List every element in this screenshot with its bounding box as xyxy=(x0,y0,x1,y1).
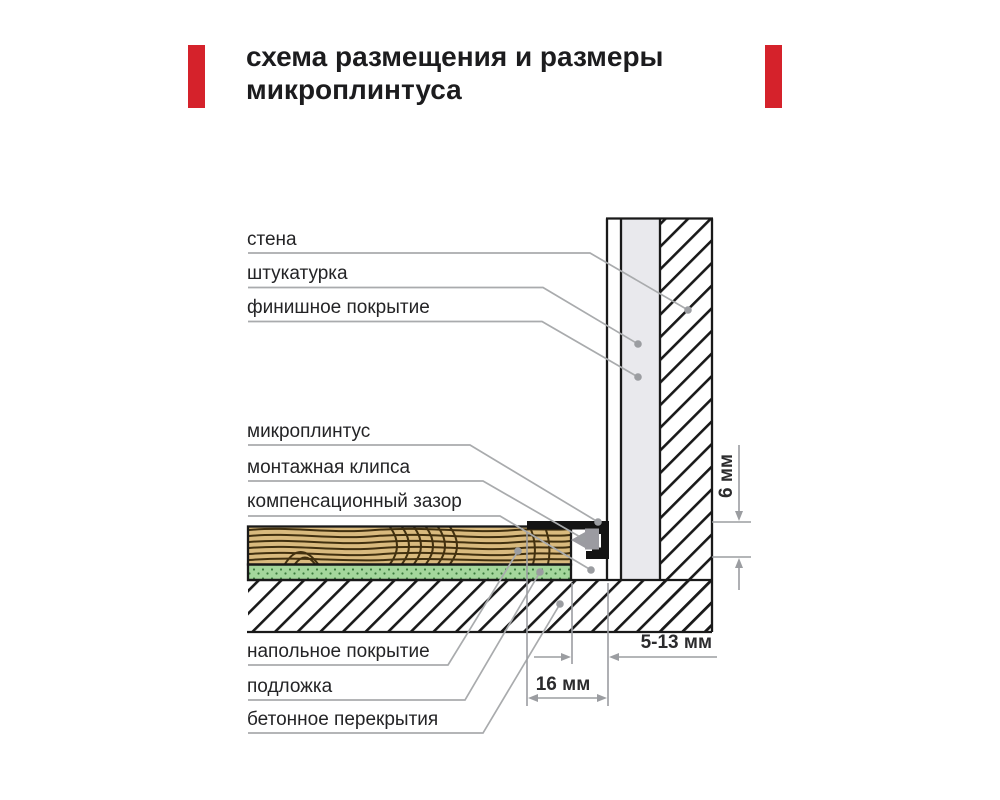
compensation-gap-label: компенсационный зазор xyxy=(247,491,462,512)
finish-coat-label: финишное покрытие xyxy=(247,297,430,318)
wall-label: стена xyxy=(247,229,297,250)
concrete-slab-hatch xyxy=(248,581,711,631)
plaster-layer xyxy=(622,219,659,579)
plinth-width-dimension: 16 мм xyxy=(535,674,591,695)
underlay-label: подложка xyxy=(247,676,333,697)
finish-coat-layer xyxy=(608,219,620,579)
wall-hatch xyxy=(661,219,711,631)
underlay-dots xyxy=(248,565,571,580)
plinth-height-dimension: 6 мм xyxy=(716,454,737,498)
mounting-clip-label: монтажная клипса xyxy=(247,457,411,478)
floor-covering-label: напольное покрытие xyxy=(247,641,430,662)
page-title-line1: схема размещения и размеры xyxy=(246,41,664,72)
gap-width-dimension: 5-13 мм xyxy=(640,632,712,653)
concrete-slab-label: бетонное перекрытия xyxy=(247,709,439,730)
microplinth-label: микроплинтус xyxy=(247,421,371,442)
plaster-label: штукатурка xyxy=(247,263,348,284)
page-title-line2: микроплинтуса xyxy=(246,74,462,105)
